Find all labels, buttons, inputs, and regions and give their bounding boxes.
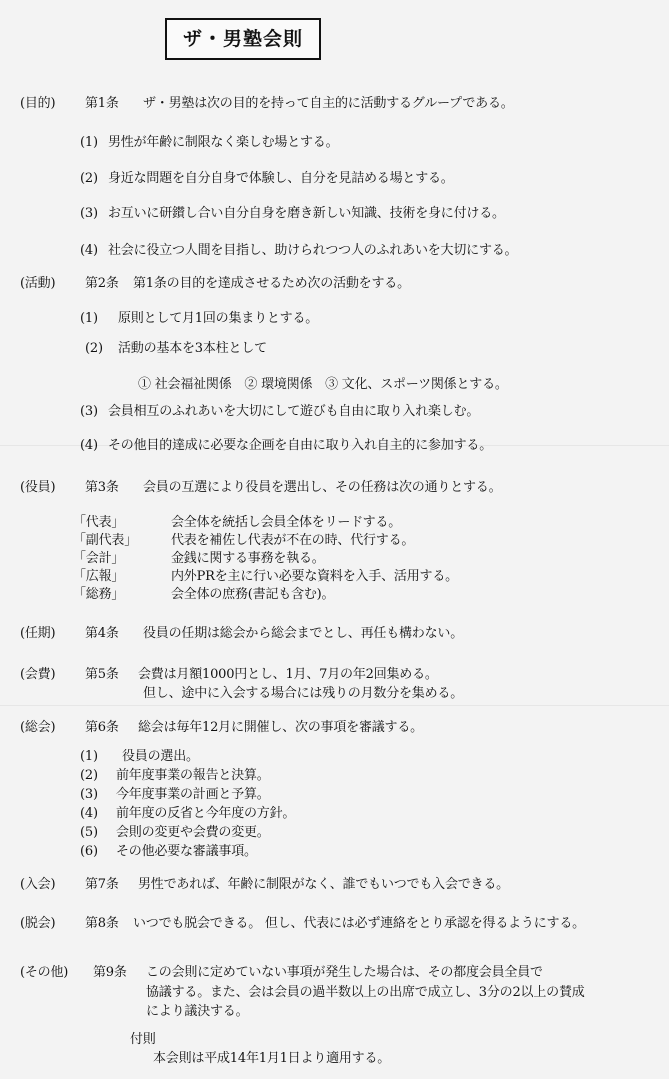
item-text: 前年度事業の報告と決算。 — [116, 768, 270, 783]
article-text: 総会は毎年12月に開催し、次の事項を審議する。 — [138, 720, 423, 735]
role-name: 「広報」 — [73, 569, 125, 584]
item-text: 会則の変更や会費の変更。 — [116, 825, 270, 840]
article-label: (任期) — [20, 626, 56, 641]
article-label: (入会) — [20, 877, 56, 892]
document-title: ザ・男塾会則 — [165, 18, 321, 60]
article-text-continued: 但し、途中に入会する場合には残りの月数分を集める。 — [143, 686, 464, 701]
article-text: 第1条の目的を達成させるため次の活動をする。 — [133, 276, 410, 291]
article-label: (役員) — [20, 480, 56, 495]
item-text: 前年度の反省と今年度の方針。 — [116, 806, 296, 821]
item-number: (4) — [80, 243, 98, 258]
item-number: (1) — [80, 311, 98, 326]
item-text: 原則として月1回の集まりとする。 — [118, 311, 319, 326]
article-number: 第8条 — [85, 916, 119, 931]
item-text: 会員相互のふれあいを大切にして遊びも自由に取り入れ楽しむ。 — [108, 404, 480, 419]
item-text: 役員の選出。 — [122, 749, 199, 764]
item-number: (3) — [80, 787, 98, 802]
item-text: その他目的達成に必要な企画を自由に取り入れ自主的に参加する。 — [108, 438, 493, 453]
role-name: 「副代表」 — [73, 533, 138, 548]
item-number: (3) — [80, 404, 98, 419]
article-text: いつでも脱会できる。 但し、代表には必ず連絡をとり承認を得るようにする。 — [133, 916, 585, 931]
item-text: その他必要な審議事項。 — [116, 844, 257, 859]
article-text: この会則に定めていない事項が発生した場合は、その都度会員全員で — [146, 965, 543, 980]
article-label: (会費) — [20, 667, 56, 682]
article-text-continued: により議決する。 — [146, 1004, 249, 1019]
article-number: 第7条 — [85, 877, 119, 892]
article-label: (その他) — [20, 965, 69, 980]
role-description: 会全体の庶務(書記も含む)。 — [171, 587, 335, 602]
article-number: 第4条 — [85, 626, 119, 641]
article-label: (脱会) — [20, 916, 56, 931]
article-text-continued: 協議する。また、会は会員の過半数以上の出席で成立し、3分の2以上の賛成 — [146, 985, 585, 1000]
article-text: 男性であれば、年齢に制限がなく、誰でもいつでも入会できる。 — [138, 877, 509, 892]
item-number: (4) — [80, 438, 98, 453]
role-description: 金銭に関する事務を執る。 — [171, 551, 325, 566]
item-number: (2) — [80, 171, 98, 186]
role-description: 代表を補佐し代表が不在の時、代行する。 — [171, 533, 415, 548]
item-number: (2) — [85, 341, 103, 356]
role-description: 会全体を統括し会員全体をリードする。 — [171, 515, 402, 530]
role-name: 「総務」 — [73, 587, 125, 602]
article-number: 第3条 — [85, 480, 119, 495]
article-label: (活動) — [20, 276, 56, 291]
item-number: (5) — [80, 825, 98, 840]
article-text: ザ・男塾は次の目的を持って自主的に活動するグループである。 — [143, 96, 514, 111]
article-text: 会費は月額1000円とし、1月、7月の年2回集める。 — [138, 667, 438, 682]
item-number: (6) — [80, 844, 98, 859]
item-number: (3) — [80, 206, 98, 221]
item-text: 活動の基本を3本柱として — [118, 341, 267, 356]
article-number: 第5条 — [85, 667, 119, 682]
article-number: 第6条 — [85, 720, 119, 735]
role-name: 「会計」 — [73, 551, 125, 566]
supplement-heading: 付則 — [130, 1032, 156, 1047]
article-text: 会員の互選により役員を選出し、その任務は次の通りとする。 — [143, 480, 502, 495]
article-number: 第9条 — [93, 965, 127, 980]
article-number: 第2条 — [85, 276, 119, 291]
item-number: (2) — [80, 768, 98, 783]
supplement-text: 本会則は平成14年1月1日より適用する。 — [153, 1051, 391, 1066]
item-number: (1) — [80, 749, 98, 764]
item-text: 今年度事業の計画と予算。 — [116, 787, 270, 802]
role-description: 内外PRを主に行い必要な資料を入手、活用する。 — [171, 569, 458, 584]
item-number: (1) — [80, 135, 98, 150]
role-name: 「代表」 — [73, 515, 125, 530]
article-label: (総会) — [20, 720, 56, 735]
article-number: 第1条 — [85, 96, 119, 111]
item-text: お互いに研鑚し合い自分自身を磨き新しい知識、技術を身に付ける。 — [108, 206, 505, 221]
paper-fold — [0, 705, 669, 706]
item-text: ① 社会福祉関係 ② 環境関係 ③ 文化、スポーツ関係とする。 — [138, 377, 508, 392]
article-text: 役員の任期は総会から総会までとし、再任も構わない。 — [143, 626, 464, 641]
item-text: 身近な問題を自分自身で体験し、自分を見詰める場とする。 — [108, 171, 454, 186]
item-text: 男性が年齢に制限なく楽しむ場とする。 — [108, 135, 339, 150]
article-label: (目的) — [20, 96, 56, 111]
item-number: (4) — [80, 806, 98, 821]
item-text: 社会に役立つ人間を目指し、助けられつつ人のふれあいを大切にする。 — [108, 243, 518, 258]
